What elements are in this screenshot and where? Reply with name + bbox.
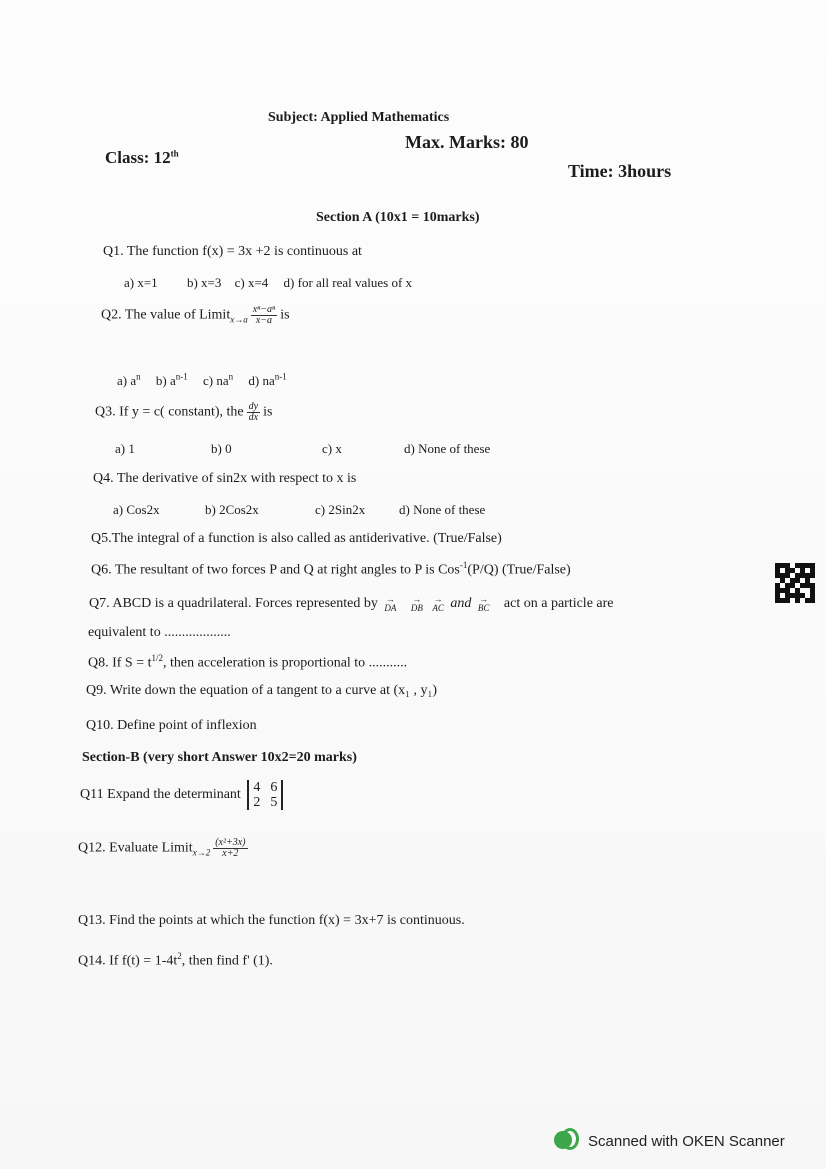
q2-option-b: b) $a^{n-1}$ xyxy=(155,372,188,389)
subject-title: Subject: Applied Mathematics xyxy=(268,110,450,125)
scanner-text: Scanned with OKEN Scanner xyxy=(588,1132,785,1150)
q3-option-d: d) None of these xyxy=(404,441,491,456)
q4-options xyxy=(113,502,486,518)
question-9: Q9. Write down the equation of a tangent to a curve at (x₁ , y₁) xyxy=(86,683,438,698)
question-10: Q10. Define point of inflexion xyxy=(86,718,257,733)
vector-ac: → AC xyxy=(432,594,444,613)
q2-option-d: d) $na^{n-1}$ xyxy=(248,372,287,389)
oken-logo-icon xyxy=(554,1128,580,1154)
q3-option-a: a) 1 xyxy=(115,441,135,456)
q1-option-b: b) x=3 xyxy=(186,275,222,290)
question-11: Q11 Expand the determinant 4 6 2 5 xyxy=(80,780,283,810)
q3-options xyxy=(115,441,491,457)
question-2: Q2. The value of Limit$_{x\to a}$ $\frac{\text{xⁿ−aⁿ}}{x-a}$ is xyxy=(101,304,290,326)
q12-fraction: $\frac{\text{(x²+3x)}}{x+2}$ xyxy=(215,837,246,859)
q3-option-b: b) 0 xyxy=(211,441,232,456)
q1-option-d: d) for all real values of x xyxy=(283,275,413,290)
question-12: Q12. Evaluate Limit$_{x\to 2}$ $\frac{\text{(x²+3x)}}{x+2}$ xyxy=(78,837,246,859)
question-7-continued: equivalent to ................... xyxy=(88,625,231,640)
q2-option-a: a) $a^n$ xyxy=(117,372,141,389)
qr-code xyxy=(775,563,815,603)
vector-bc: → BC xyxy=(477,594,490,613)
q4-option-c: c) 2Sin2x xyxy=(315,502,366,517)
q3-fraction: $\frac{dy}{dx}$ xyxy=(248,401,259,423)
question-8: Q8. If $S = t^{1/2}$, then acceleration is proportional to ........... xyxy=(88,653,408,671)
vector-db: → DB xyxy=(410,594,423,613)
section-a-title: Section A (10x1 = 10marks) xyxy=(316,210,480,225)
q2-options xyxy=(117,372,287,389)
question-5: Q5.The integral of a function is also called as antiderivative. (True/False) xyxy=(91,531,502,546)
determinant: 4 6 2 5 xyxy=(247,780,283,810)
q4-option-b: b) 2Cos2x xyxy=(205,502,259,517)
question-6: Q6. The resultant of two forces P and Q at right angles to P is Cos$^{-1}$(P/Q) (True/False) xyxy=(91,560,571,578)
class-label: Class: 12th xyxy=(105,148,179,167)
question-14: Q14. If $f(t) = 1-4t^2$, then find f' (1). xyxy=(78,951,273,969)
scanner-watermark xyxy=(554,1128,785,1154)
max-marks: Max. Marks: 80 xyxy=(405,132,529,152)
q3-option-c: c) x xyxy=(322,441,342,456)
q1-option-a: a) x=1 xyxy=(124,275,158,290)
vector-da: → DA xyxy=(384,594,397,613)
q4-option-d: d) None of these xyxy=(399,502,486,517)
question-7: Q7. ABCD is a quadrilateral. Forces represented by → DA → DB → AC and → BC act on a particle are xyxy=(89,594,614,613)
question-13: Q13. Find the points at which the function f(x) = 3x+7 is continuous. xyxy=(78,913,465,928)
q1-option-c: c) x=4 xyxy=(234,275,269,290)
time-allowed: Time: 3hours xyxy=(568,161,672,181)
question-4: Q4. The derivative of sin2x with respect to x is xyxy=(93,471,357,486)
section-b-title: Section-B (very short Answer 10x2=20 marks) xyxy=(82,750,357,765)
question-1: Q1. The function f(x) = 3x +2 is continuous at xyxy=(103,244,362,259)
q2-fraction: $\frac{\text{xⁿ−aⁿ}}{x-a}$ xyxy=(252,304,276,326)
q4-option-a: a) Cos2x xyxy=(113,502,160,517)
question-3: Q3. If y = c( constant), the $\frac{dy}{dx}$ is xyxy=(95,401,273,423)
q2-option-c: c) $na^n$ xyxy=(202,372,234,389)
q1-options xyxy=(124,275,412,291)
